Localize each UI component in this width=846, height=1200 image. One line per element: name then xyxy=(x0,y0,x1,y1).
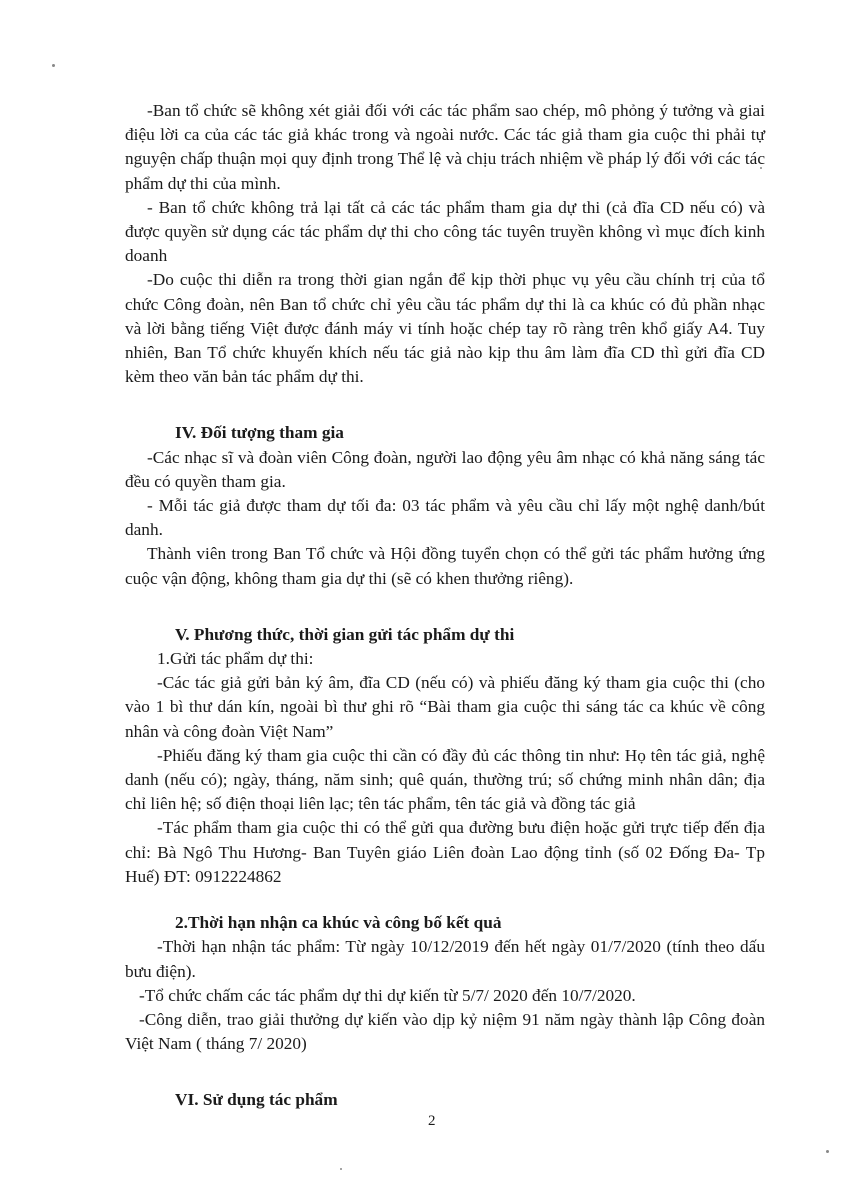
section-v-paragraph-4: -Thời hạn nhận tác phẩm: Từ ngày 10/12/2019 đến hết ngày 01/7/2020 (tính theo dấu bưu điện). xyxy=(125,937,765,981)
section-v-paragraph-2: -Phiếu đăng ký tham gia cuộc thi cần có đầy đủ các thông tin như: Họ tên tác giả, nghệ danh (nếu có); ngày, tháng, năm sinh; quê quán, thường trú; số chứng minh nhân dân; địa chỉ liên hệ; số điện thoại liên lạc; tên tác phẩm, tên tác giả và đồng tác giả xyxy=(125,745,765,814)
section-iv-heading: IV. Đối tượng tham gia xyxy=(175,423,344,443)
scan-speck xyxy=(826,1150,829,1153)
section-v-paragraph-3: -Tác phẩm tham gia cuộc thi có thể gửi qua đường bưu điện hoặc gửi trực tiếp đến địa chỉ: Bà Ngô Thu Hương- Ban Tuyên giáo Liên đoàn Lao động tỉnh (số 02 Đống Đa- Tp Huế) ĐT: 0912224862 xyxy=(125,818,765,886)
document-body xyxy=(125,99,765,1113)
scan-speck xyxy=(52,64,55,67)
section-v-subheading-1: 1.Gửi tác phẩm dự thi: xyxy=(157,649,314,669)
section-v-paragraph-6: -Công diễn, trao giải thưởng dự kiến vào dịp kỷ niệm 91 năm ngày thành lập Công đoàn Việt Nam ( tháng 7/ 2020) xyxy=(125,1009,765,1054)
section-iv-paragraph-3: Thành viên trong Ban Tổ chức và Hội đồng tuyển chọn có thể gửi tác phẩm hưởng ứng cuộc vận động, không tham gia dự thi (sẽ có khen thưởng riêng). xyxy=(125,544,765,588)
page-number: 2 xyxy=(428,1113,436,1129)
scan-speck xyxy=(340,1168,342,1170)
paragraph-no-return: - Ban tổ chức không trả lại tất cả các tác phẩm tham gia dự thi (cả đĩa CD nếu có) và được quyền sử dụng các tác phẩm dự thi cho công tác tuyên truyền không vì mục đích kinh doanh xyxy=(125,197,765,266)
section-v-subheading-2: 2.Thời hạn nhận ca khúc và công bố kết quả xyxy=(175,913,502,933)
section-v-paragraph-5: -Tổ chức chấm các tác phẩm dự thi dự kiến từ 5/7/ 2020 đến 10/7/2020. xyxy=(139,985,636,1005)
section-iv-paragraph-1: -Các nhạc sĩ và đoàn viên Công đoàn, người lao động yêu âm nhạc có khả năng sáng tác đều có quyền tham gia. xyxy=(125,447,765,491)
paragraph-format: -Do cuộc thi diễn ra trong thời gian ngắn để kịp thời phục vụ yêu cầu chính trị của tổ chức Công đoàn, nên Ban tổ chức chỉ yêu cầu tác phẩm dự thi là ca khúc có đủ phần nhạc và lời bằng tiếng Việt được đánh máy vi tính hoặc chép tay rõ ràng trên khổ giấy A4. Tuy nhiên, Ban Tổ chức khuyến khích nếu tác giả nào kịp thu âm làm đĩa CD thì gửi đĩa CD kèm theo văn bản tác phẩm dự thi. xyxy=(125,270,765,387)
section-v-heading: V. Phương thức, thời gian gửi tác phẩm dự thi xyxy=(175,624,515,644)
paragraph-plagiarism: -Ban tổ chức sẽ không xét giải đối với các tác phẩm sao chép, mô phỏng ý tưởng và giai điệu lời ca của các tác giả khác trong và ngoài nước. Các tác giả tham gia cuộc thi phải tự nguyện chấp thuận mọi quy định trong Thể lệ và chịu trách nhiệm về pháp lý đối với các tác phẩm dự thi của mình. xyxy=(125,101,765,193)
section-iv-paragraph-2: - Mỗi tác giả được tham dự tối đa: 03 tác phẩm và yêu cầu chỉ lấy một nghệ danh/bút danh. xyxy=(125,496,765,540)
section-v-paragraph-1: -Các tác giả gửi bản ký âm, đĩa CD (nếu có) và phiếu đăng ký tham gia cuộc thi (cho vào 1 bì thư dán kín, ngoài bì thư ghi rõ “Bài tham gia cuộc thi sáng tác ca khúc về công nhân và công đoàn Việt Nam” xyxy=(125,673,765,741)
section-vi-heading: VI. Sử dụng tác phẩm xyxy=(175,1090,338,1110)
